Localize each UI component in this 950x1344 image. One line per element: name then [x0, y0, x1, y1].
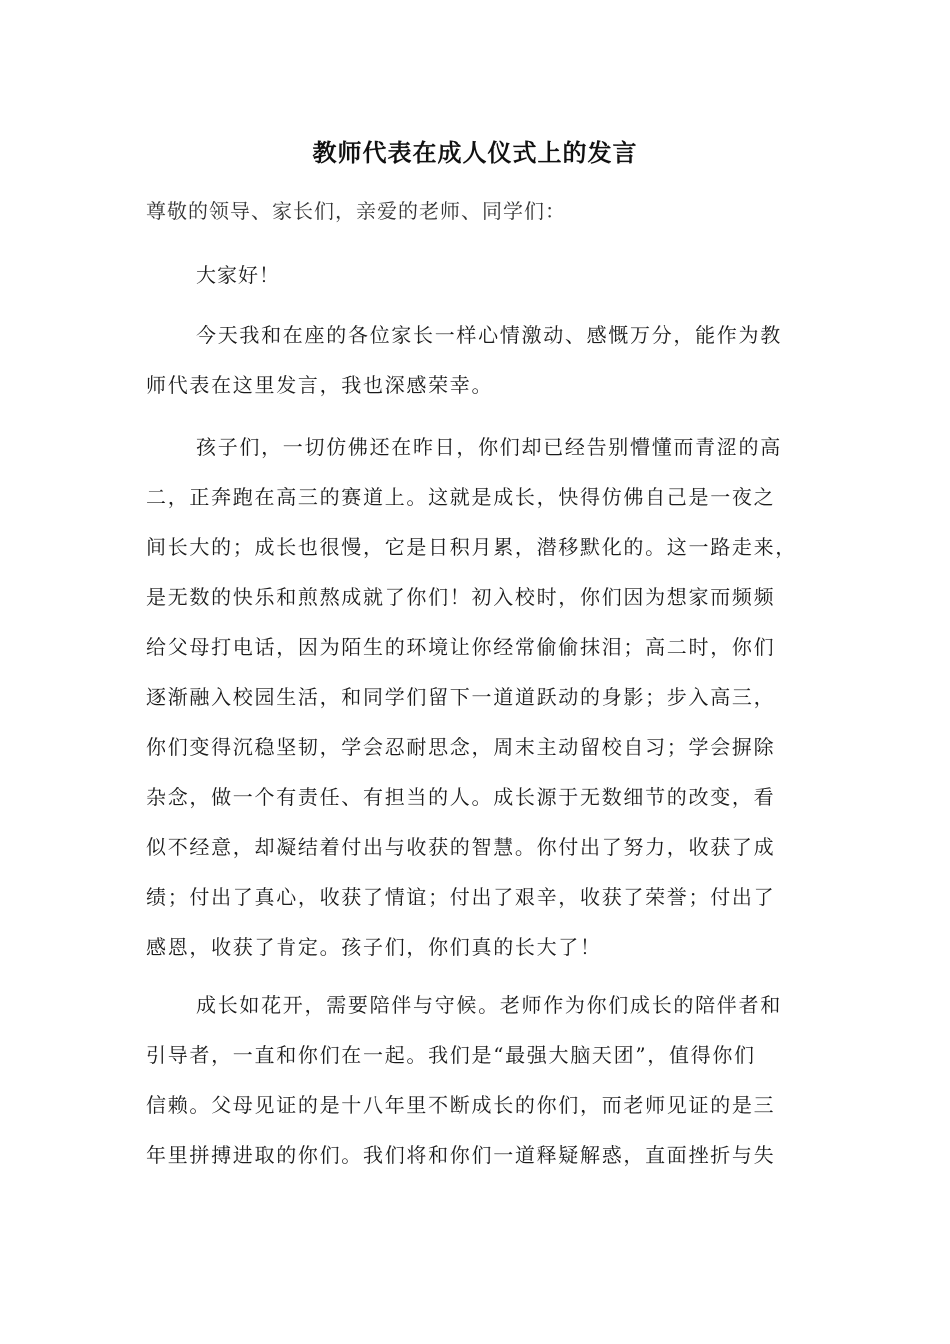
paragraph-line: 绩；付出了真心，收获了情谊；付出了艰辛，收获了荣誉；付出了	[146, 885, 776, 909]
salutation: 尊敬的领导、家长们，亲爱的老师、同学们：	[146, 199, 566, 223]
paragraph-2	[146, 422, 806, 972]
paragraph-line: 成长如花开，需要陪伴与守候。老师作为你们成长的陪伴者和	[196, 993, 782, 1017]
paragraph-line: 感恩，收获了肯定。孩子们，你们真的长大了！	[146, 935, 602, 959]
paragraph-line: 间长大的；成长也很慢，它是日积月累，潜移默化的。这一路走来，	[146, 535, 797, 559]
paragraph-line: 杂念，做一个有责任、有担当的人。成长源于无数细节的改变，看	[146, 785, 776, 809]
paragraph-line: 今天我和在座的各位家长一样心情激动、感慨万分，能作为教	[196, 323, 782, 347]
paragraph-line: 你们变得沉稳坚韧，学会忍耐思念，周末主动留校自习；学会摒除	[146, 735, 776, 759]
document-title: 教师代表在成人仪式上的发言	[312, 138, 638, 167]
paragraph-line: 给父母打电话，因为陌生的环境让你经常偷偷抹泪；高二时，你们	[146, 635, 776, 659]
paragraph-line: 二，正奔跑在高三的赛道上。这就是成长，快得仿佛自己是一夜之	[146, 485, 776, 509]
greeting: 大家好！	[196, 263, 280, 287]
paragraph-line: 引导者，一直和你们在一起。我们是“最强大脑天团”，值得你们	[146, 1043, 756, 1067]
paragraph-line: 似不经意，却凝结着付出与收获的智慧。你付出了努力，收获了成	[146, 835, 776, 859]
paragraph-line: 师代表在这里发言，我也深感荣幸。	[146, 373, 494, 397]
paragraph-line: 是无数的快乐和煎熬成就了你们！初入校时，你们因为想家而频频	[146, 585, 776, 609]
paragraph-1	[146, 310, 806, 410]
paragraph-3	[146, 980, 806, 1180]
paragraph-line: 年里拼搏进取的你们。我们将和你们一道释疑解惑，直面挫折与失	[146, 1143, 776, 1167]
paragraph-line: 信赖。父母见证的是十八年里不断成长的你们，而老师见证的是三	[146, 1093, 776, 1117]
paragraph-line: 逐渐融入校园生活，和同学们留下一道道跃动的身影；步入高三，	[146, 685, 776, 709]
paragraph-line: 孩子们，一切仿佛还在昨日，你们却已经告别懵懂而青涩的高	[196, 435, 782, 459]
